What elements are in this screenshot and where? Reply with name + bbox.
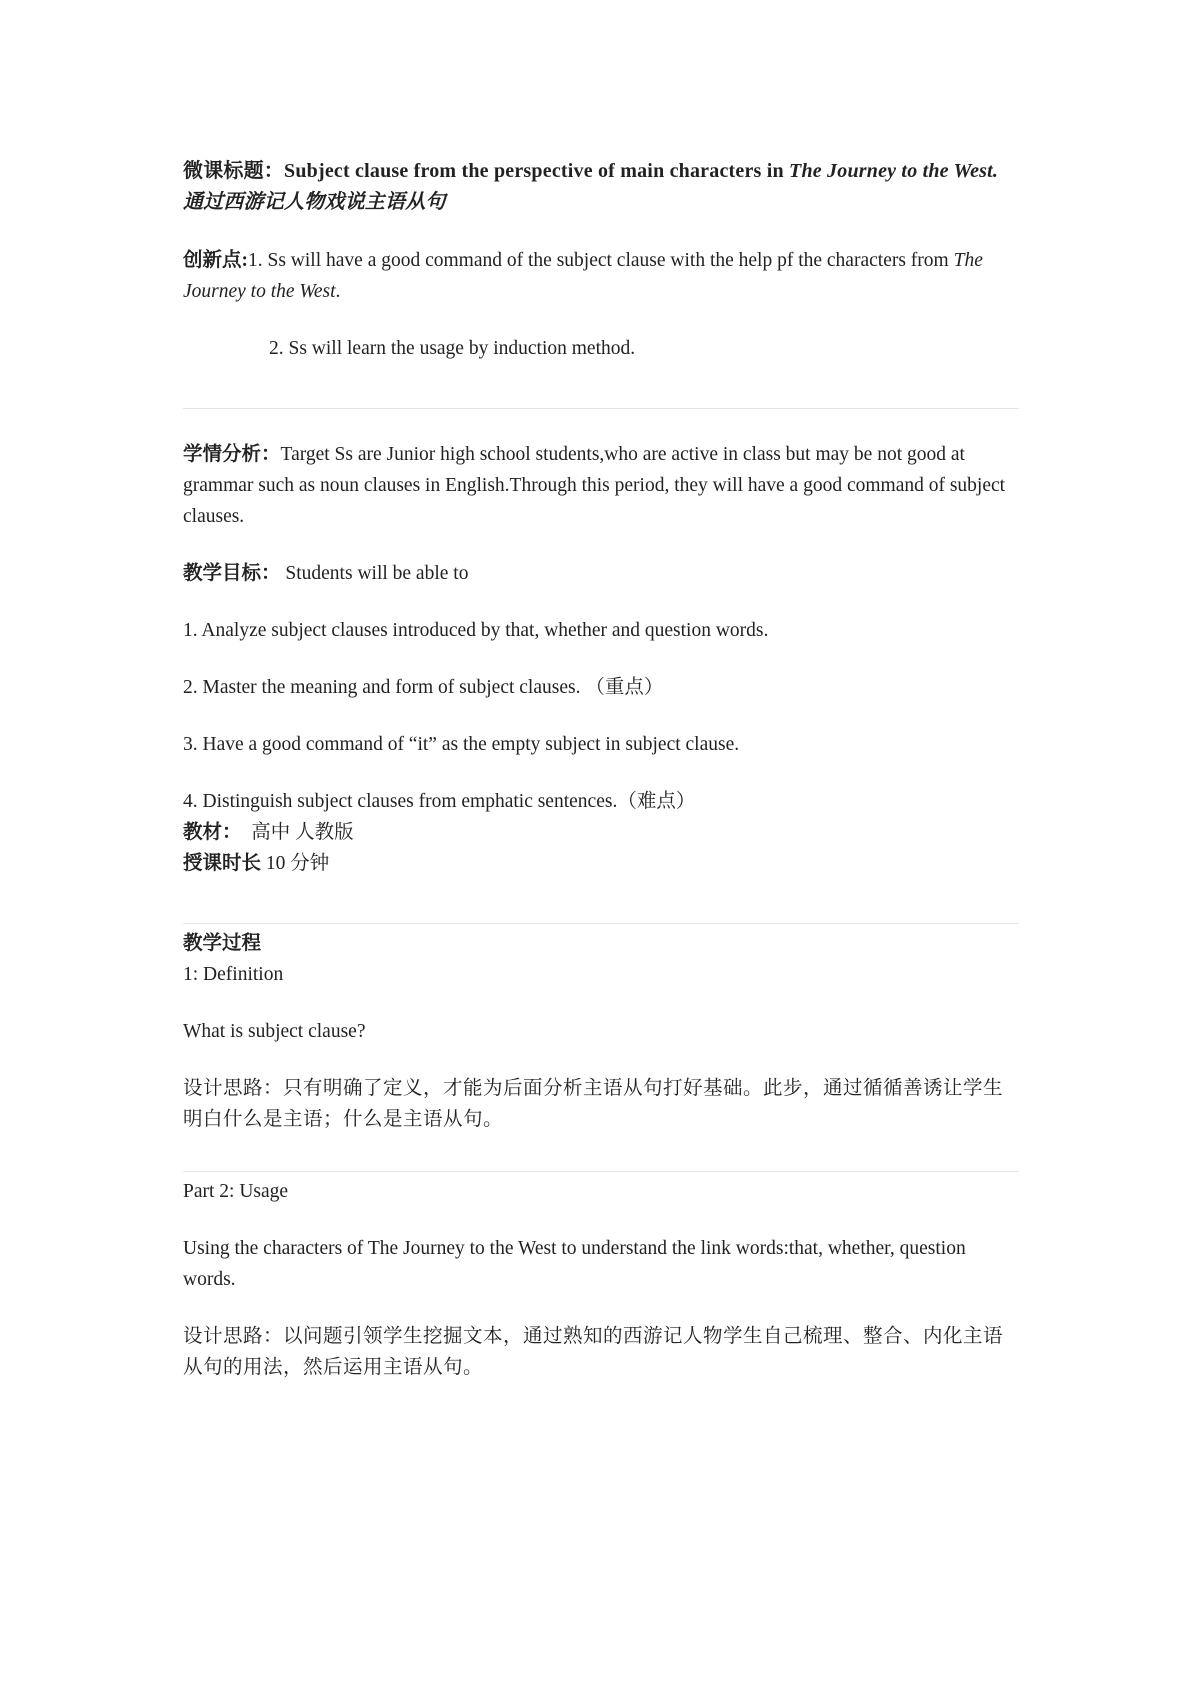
part1-design-note: 设计思路：只有明确了定义，才能为后面分析主语从句打好基础。此步，通过循循善诱让学生明白什么是主语；什么是主语从句。: [183, 1078, 1004, 1130]
duration-label: 授课时长: [183, 853, 262, 874]
innovation-text: 1. Ss will have a good command of the subject clause with the help pf the characters from: [248, 250, 954, 271]
learner-analysis: [183, 439, 1019, 532]
objective-item: 2. Master the meaning and form of subject clauses. （重点）: [183, 677, 664, 698]
innovation-point-2: 2. Ss will learn the usage by induction method.: [269, 338, 636, 359]
document-body: [183, 156, 1019, 1383]
objectives-label: 教学目标：: [183, 563, 281, 584]
textbook-label: 教材：: [183, 822, 242, 843]
objective-item: 4. Distinguish subject clauses from emphatic sentences.（难点）: [183, 791, 696, 812]
part1-question: What is subject clause?: [183, 1021, 366, 1042]
divider: [183, 408, 1019, 409]
learner-analysis-text: Target Ss are Junior high school students,who are active in class but may be not good at grammar such as noun clauses in English.Through this period, they will have a good command of subject clauses.: [183, 444, 1006, 527]
part2-design-note: 设计思路：以问题引领学生挖掘文本，通过熟知的西游记人物学生自己梳理、整合、内化主语从句的用法，然后运用主语从句。: [183, 1326, 1004, 1378]
process-heading: 教学过程: [183, 933, 262, 954]
objective-item: 1. Analyze subject clauses introduced by that, whether and question words.: [183, 620, 769, 641]
duration-line: [183, 848, 1019, 879]
title-book-name: The Journey to the West.: [789, 160, 999, 182]
duration-value: 10 分钟: [261, 853, 330, 874]
title-english: Subject clause from the perspective of main characters in: [284, 160, 790, 182]
part2-heading: Part 2: Usage: [183, 1181, 289, 1202]
title-chinese: 通过西游记人物戏说主语从句: [183, 191, 446, 213]
innovation-point-1: [183, 245, 1019, 307]
textbook-value: 高中 人教版: [241, 822, 354, 843]
innovation-label: 创新点:: [183, 250, 248, 271]
divider: [183, 923, 1019, 924]
learner-analysis-label: 学情分析：: [183, 444, 281, 465]
objectives-heading: [183, 558, 1019, 589]
divider: [183, 1171, 1019, 1172]
title-label: 微课标题：: [183, 160, 284, 182]
innovation-period: .: [335, 281, 341, 302]
lesson-title: [183, 156, 1019, 218]
objective-item: 3. Have a good command of “it” as the empty subject in subject clause.: [183, 734, 740, 755]
innovation-book-name: The Journey to the West: [183, 250, 983, 302]
textbook-line: [183, 817, 1019, 848]
objectives-intro: Students will be able to: [280, 563, 469, 584]
part2-text: Using the characters of The Journey to the West to understand the link words:that, whether, question words.: [183, 1238, 966, 1290]
part1-heading: 1: Definition: [183, 964, 284, 985]
